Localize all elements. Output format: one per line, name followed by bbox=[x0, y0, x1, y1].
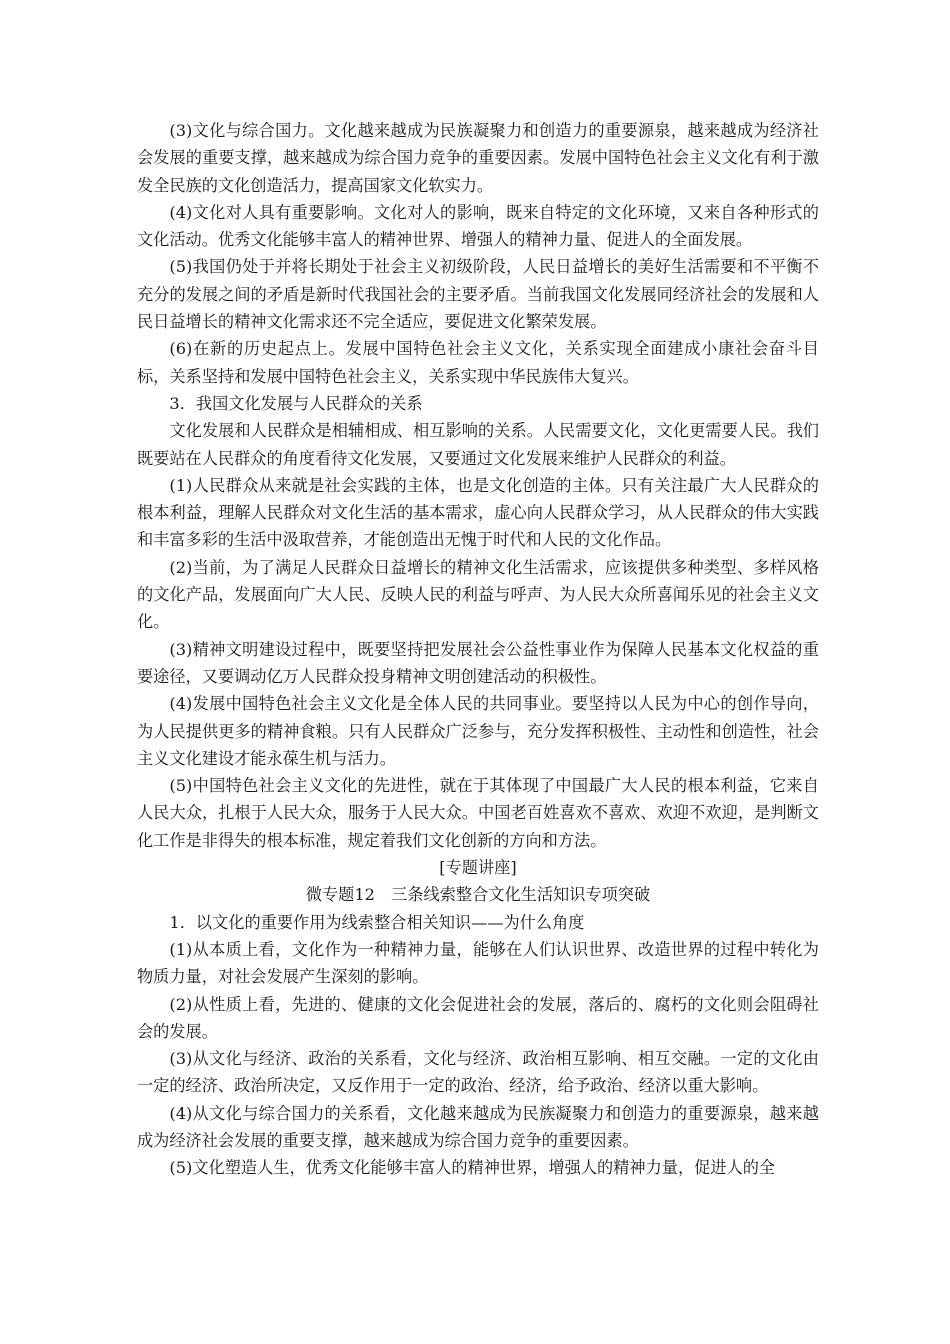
para-common-cause: (4)发展中国特色社会主义文化是全体人民的共同事业。要坚持以人民为中心的创作导向，为人民提供更多的精神食粮。只有人民群众广泛参与，充分发挥积极性、主动性和创造性，社会主义文化建设才能永葆生机与活力。 bbox=[137, 694, 819, 768]
document-body bbox=[137, 117, 819, 1182]
para-culture-influence-people: (4)文化对人具有重要影响。文化对人的影响，既来自特定的文化环境，又来自各种形式的文化活动。优秀文化能够丰富人的精神世界、增强人的精神力量、促进人的全面发展。 bbox=[137, 202, 819, 250]
para-meet-needs: (2)当前，为了满足人民群众日益增长的精神文化生活需求，应该提供多种类型、多样风格的文化产品，发展面向广大人民、反映人民的利益与呼声、为人民大众所喜闻乐见的社会主义文化。 bbox=[137, 557, 819, 632]
para-advanced-nature: (5)中国特色社会主义文化的先进性，就在于其体现了中国最广大人民的根本利益，它来自人民大众，扎根于人民大众，服务于人民大众。中国老百姓喜欢不喜欢、欢迎不欢迎，是判断文化工作是非得失的根本标准，规定着我们文化创新的方向和方法。 bbox=[137, 776, 819, 850]
para-spiritual-civilization: (3)精神文明建设过程中，既要坚持把发展社会公益性事业作为保障人民基本文化权益的重要途径，又要调动亿万人民群众投身精神文明创建活动的积极性。 bbox=[137, 639, 819, 686]
para-national-strength: (4)从文化与综合国力的关系看，文化越来越成为民族凝聚力和创造力的重要源泉，越来越成为经济社会发展的重要支撑，越来越成为综合国力竞争的重要因素。 bbox=[137, 1103, 819, 1150]
para-primary-stage: (5)我国仍处于并将长期处于社会主义初级阶段，人民日益增长的美好生活需要和不平衡不充分的发展之间的矛盾是新时代我国社会的主要矛盾。当前我国文化发展同经济社会的发展和人民日益增长的精神文化需求还不完全适应，要促进文化繁荣发展。 bbox=[137, 257, 819, 332]
section-title-micro-topic: 微专题12 三条线索整合文化生活知识专项突破 bbox=[305, 885, 651, 905]
para-culture-people-relation: 文化发展和人民群众是相辅相成、相互影响的关系。人民需要文化，文化更需要人民。我们既要站在人民群众的角度看待文化发展，又要通过文化发展来维护人民群众的利益。 bbox=[137, 421, 819, 468]
para-essence: (1)从本质上看，文化作为一种精神力量，能够在人们认识世界、改造世界的过程中转化为物质力量，对社会发展产生深刻的影响。 bbox=[137, 939, 819, 987]
heading-role-of-culture: 1．以文化的重要作用为线索整合相关知识——为什么角度 bbox=[169, 912, 585, 932]
para-nature: (2)从性质上看，先进的、健康的文化会促进社会的发展，落后的、腐朽的文化则会阻碍社会的发展。 bbox=[137, 994, 819, 1041]
para-culture-national-strength: (3)文化与综合国力。文化越来越成为民族凝聚力和创造力的重要源泉，越来越成为经济社会发展的重要支撑，越来越成为综合国力竞争的重要因素。发展中国特色社会主义文化有利于激发全民族的文化创造活力，提高国家文化软实力。 bbox=[137, 121, 819, 195]
para-new-starting-point: (6)在新的历史起点上。发展中国特色社会主义文化，关系实现全面建成小康社会奋斗目标，关系坚持和发展中国特色社会主义，关系实现中华民族伟大复兴。 bbox=[137, 339, 819, 386]
para-people-subject: (1)人民群众从来就是社会实践的主体，也是文化创造的主体。只有关注最广大人民群众的根本利益，理解人民群众对文化生活的基本需求，虚心向人民群众学习，从人民群众的伟大实践和丰富多彩的生活中汲取营养，才能创造出无愧于时代和人民的文化作品。 bbox=[137, 475, 819, 550]
section-label-lecture: [专题讲座] bbox=[439, 858, 517, 878]
para-shapes-life: (5)文化塑造人生，优秀文化能够丰富人的精神世界，增强人的精神力量，促进人的全 bbox=[169, 1158, 776, 1178]
heading-culture-and-people: 3．我国文化发展与人民群众的关系 bbox=[169, 393, 423, 413]
para-economy-politics: (3)从文化与经济、政治的关系看，文化与经济、政治相互影响、相互交融。一定的文化由一定的经济、政治所决定，又反作用于一定的政治、经济，给予政治、经济以重大影响。 bbox=[137, 1049, 819, 1096]
